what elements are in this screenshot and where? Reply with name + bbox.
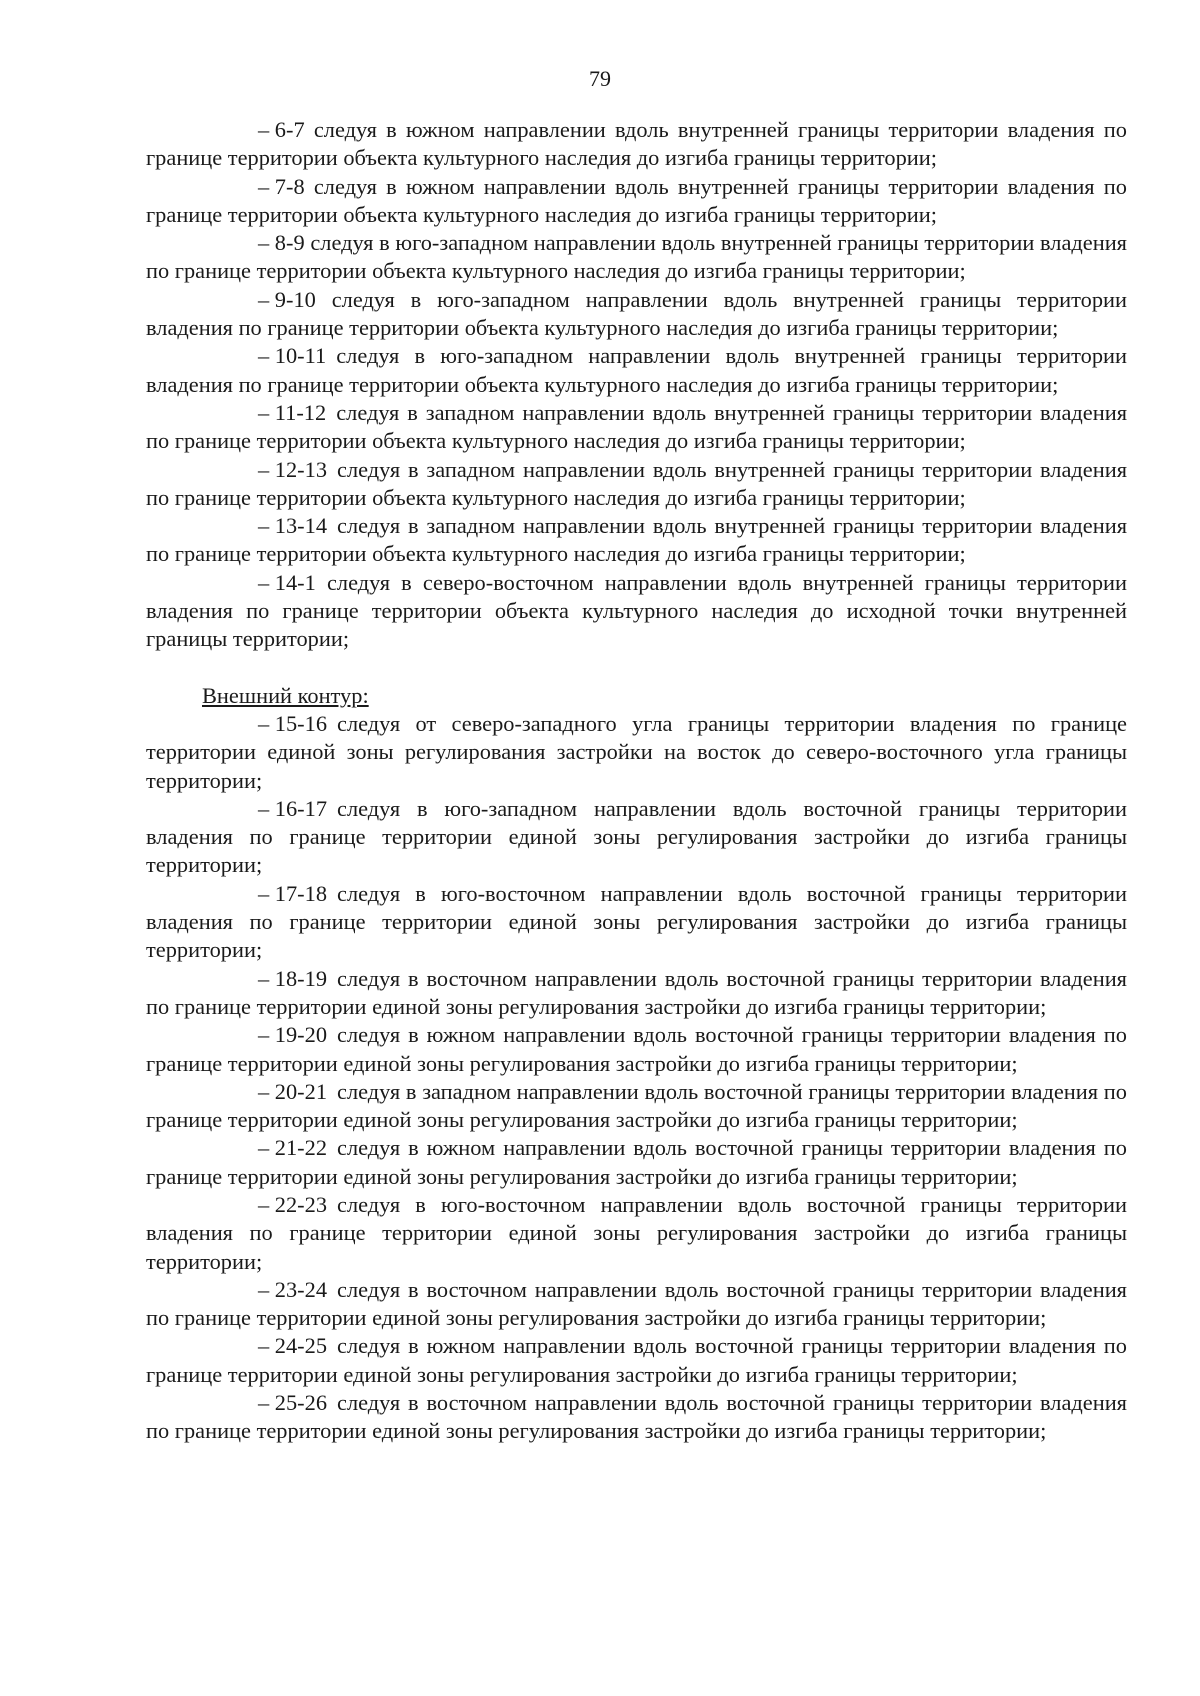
- segment-code: – 23-24: [258, 1276, 328, 1302]
- segment-code: – 22-23: [258, 1191, 328, 1217]
- document-body: [146, 116, 1127, 1446]
- segment-text: следуя в юго-западном направлении вдоль восточной границы территории владения по границе территории единой зоны регулирования застройки до изгиба границы территории;: [146, 795, 1127, 878]
- segment-code: – 24-25: [258, 1333, 328, 1359]
- segment-code: – 11-12: [258, 399, 327, 425]
- segment-text: следуя в юго-восточном направлении вдоль восточной границы территории владения по границе территории единой зоны регулирования застройки до изгиба границы территории;: [146, 1191, 1127, 1274]
- segment-text: следуя в юго-западном направлении вдоль внутренней границы территории владения по границе территории объекта культурного наследия до изгиба границы территории;: [146, 286, 1127, 341]
- segment-text: следуя от северо-западного угла границы территории владения по границе территории единой зоны регулирования застройки на восток до северо-восточного угла границы территории;: [146, 710, 1127, 793]
- segment-code: – 16-17: [258, 795, 328, 821]
- list-item: [146, 286, 1127, 343]
- segment-text: следуя в северо-восточном направлении вдоль внутренней границы территории владения по границе территории объекта культурного наследия до исходной точки внутренней границы территории;: [146, 569, 1127, 652]
- segment-code: – 13-14: [258, 513, 328, 539]
- list-item: [146, 512, 1127, 569]
- segment-text: следуя в восточном направлении вдоль восточной границы территории владения по границе территории единой зоны регулирования застройки до изгиба границы территории;: [146, 965, 1127, 1019]
- segment-code: – 12-13: [258, 456, 328, 482]
- segment-text: следуя в юго-западном направлении вдоль внутренней границы территории владения по границе территории объекта культурного наследия до изгиба границы территории;: [146, 230, 1127, 284]
- list-item: [146, 342, 1127, 399]
- list-item: [146, 1134, 1127, 1191]
- list-item: [146, 965, 1127, 1022]
- outer-contour-list: [146, 710, 1127, 1446]
- segment-code: – 15-16: [258, 710, 328, 736]
- segment-text: следуя в западном направлении вдоль внутренней границы территории владения по границе территории объекта культурного наследия до изгиба границы территории;: [146, 513, 1127, 567]
- segment-code: – 20-21: [258, 1078, 328, 1104]
- segment-code: – 25-26: [258, 1390, 328, 1416]
- segment-code: – 9-10: [258, 286, 316, 312]
- segment-text: следуя в западном направлении вдоль внутренней границы территории владения по границе территории объекта культурного наследия до изгиба границы территории;: [146, 456, 1127, 510]
- list-item: [146, 1276, 1127, 1333]
- list-item: [146, 456, 1127, 513]
- inner-contour-list: [146, 116, 1127, 654]
- list-item: [146, 710, 1127, 795]
- list-item: [146, 569, 1127, 654]
- segment-code: – 19-20: [258, 1022, 328, 1048]
- segment-text: следуя в восточном направлении вдоль восточной границы территории владения по границе территории единой зоны регулирования застройки до изгиба границы территории;: [146, 1390, 1127, 1444]
- list-item: [146, 880, 1127, 965]
- segment-code: – 18-19: [258, 965, 328, 991]
- segment-text: следуя в южном направлении вдоль восточной границы территории владения по границе территории единой зоны регулирования застройки до изгиба границы территории;: [146, 1333, 1127, 1387]
- segment-text: следуя в западном направлении вдоль восточной границы территории владения по границе территории единой зоны регулирования застройки до изгиба границы территории;: [146, 1078, 1127, 1133]
- list-item: [146, 1332, 1127, 1389]
- segment-text: следуя в южном направлении вдоль внутренней границы территории владения по границе территории объекта культурного наследия до изгиба границы территории;: [146, 173, 1127, 227]
- segment-text: следуя в южном направлении вдоль восточной границы территории владения по границе территории единой зоны регулирования застройки до изгиба границы территории;: [146, 1135, 1127, 1189]
- segment-text: следуя в западном направлении вдоль внутренней границы территории владения по границе территории объекта культурного наследия до изгиба границы территории;: [146, 399, 1127, 454]
- page-number: 79: [589, 66, 611, 91]
- list-item: [146, 116, 1127, 173]
- segment-code: – 7-8: [258, 173, 305, 199]
- list-item: [146, 1191, 1127, 1276]
- segment-code: – 6-7: [258, 117, 305, 142]
- segment-text: следуя в юго-восточном направлении вдоль восточной границы территории владения по границе территории единой зоны регулирования застройки до изгиба границы территории;: [146, 880, 1127, 963]
- segment-code: – 21-22: [258, 1135, 328, 1161]
- segment-code: – 10-11: [258, 343, 327, 369]
- segment-code: – 14-1: [258, 569, 316, 595]
- segment-text: следуя в восточном направлении вдоль восточной границы территории владения по границе территории единой зоны регулирования застройки до изгиба границы территории;: [146, 1276, 1127, 1331]
- list-item: [146, 173, 1127, 230]
- list-item: [146, 795, 1127, 880]
- section-heading: Внешний контур:: [202, 682, 369, 708]
- list-item: [146, 1389, 1127, 1446]
- segment-code: – 17-18: [258, 880, 328, 906]
- list-item: [146, 399, 1127, 456]
- list-item: [146, 1078, 1127, 1135]
- segment-text: следуя в южном направлении вдоль восточной границы территории владения по границе территории единой зоны регулирования застройки до изгиба границы территории;: [146, 1022, 1127, 1076]
- segment-text: следуя в юго-западном направлении вдоль внутренней границы территории владения по границе территории объекта культурного наследия до изгиба границы территории;: [146, 343, 1127, 397]
- list-item: [146, 1021, 1127, 1078]
- segment-code: – 8-9: [258, 230, 305, 256]
- list-item: [146, 229, 1127, 286]
- segment-text: следуя в южном направлении вдоль внутренней границы территории владения по границе территории объекта культурного наследия до изгиба границы территории;: [146, 117, 1127, 171]
